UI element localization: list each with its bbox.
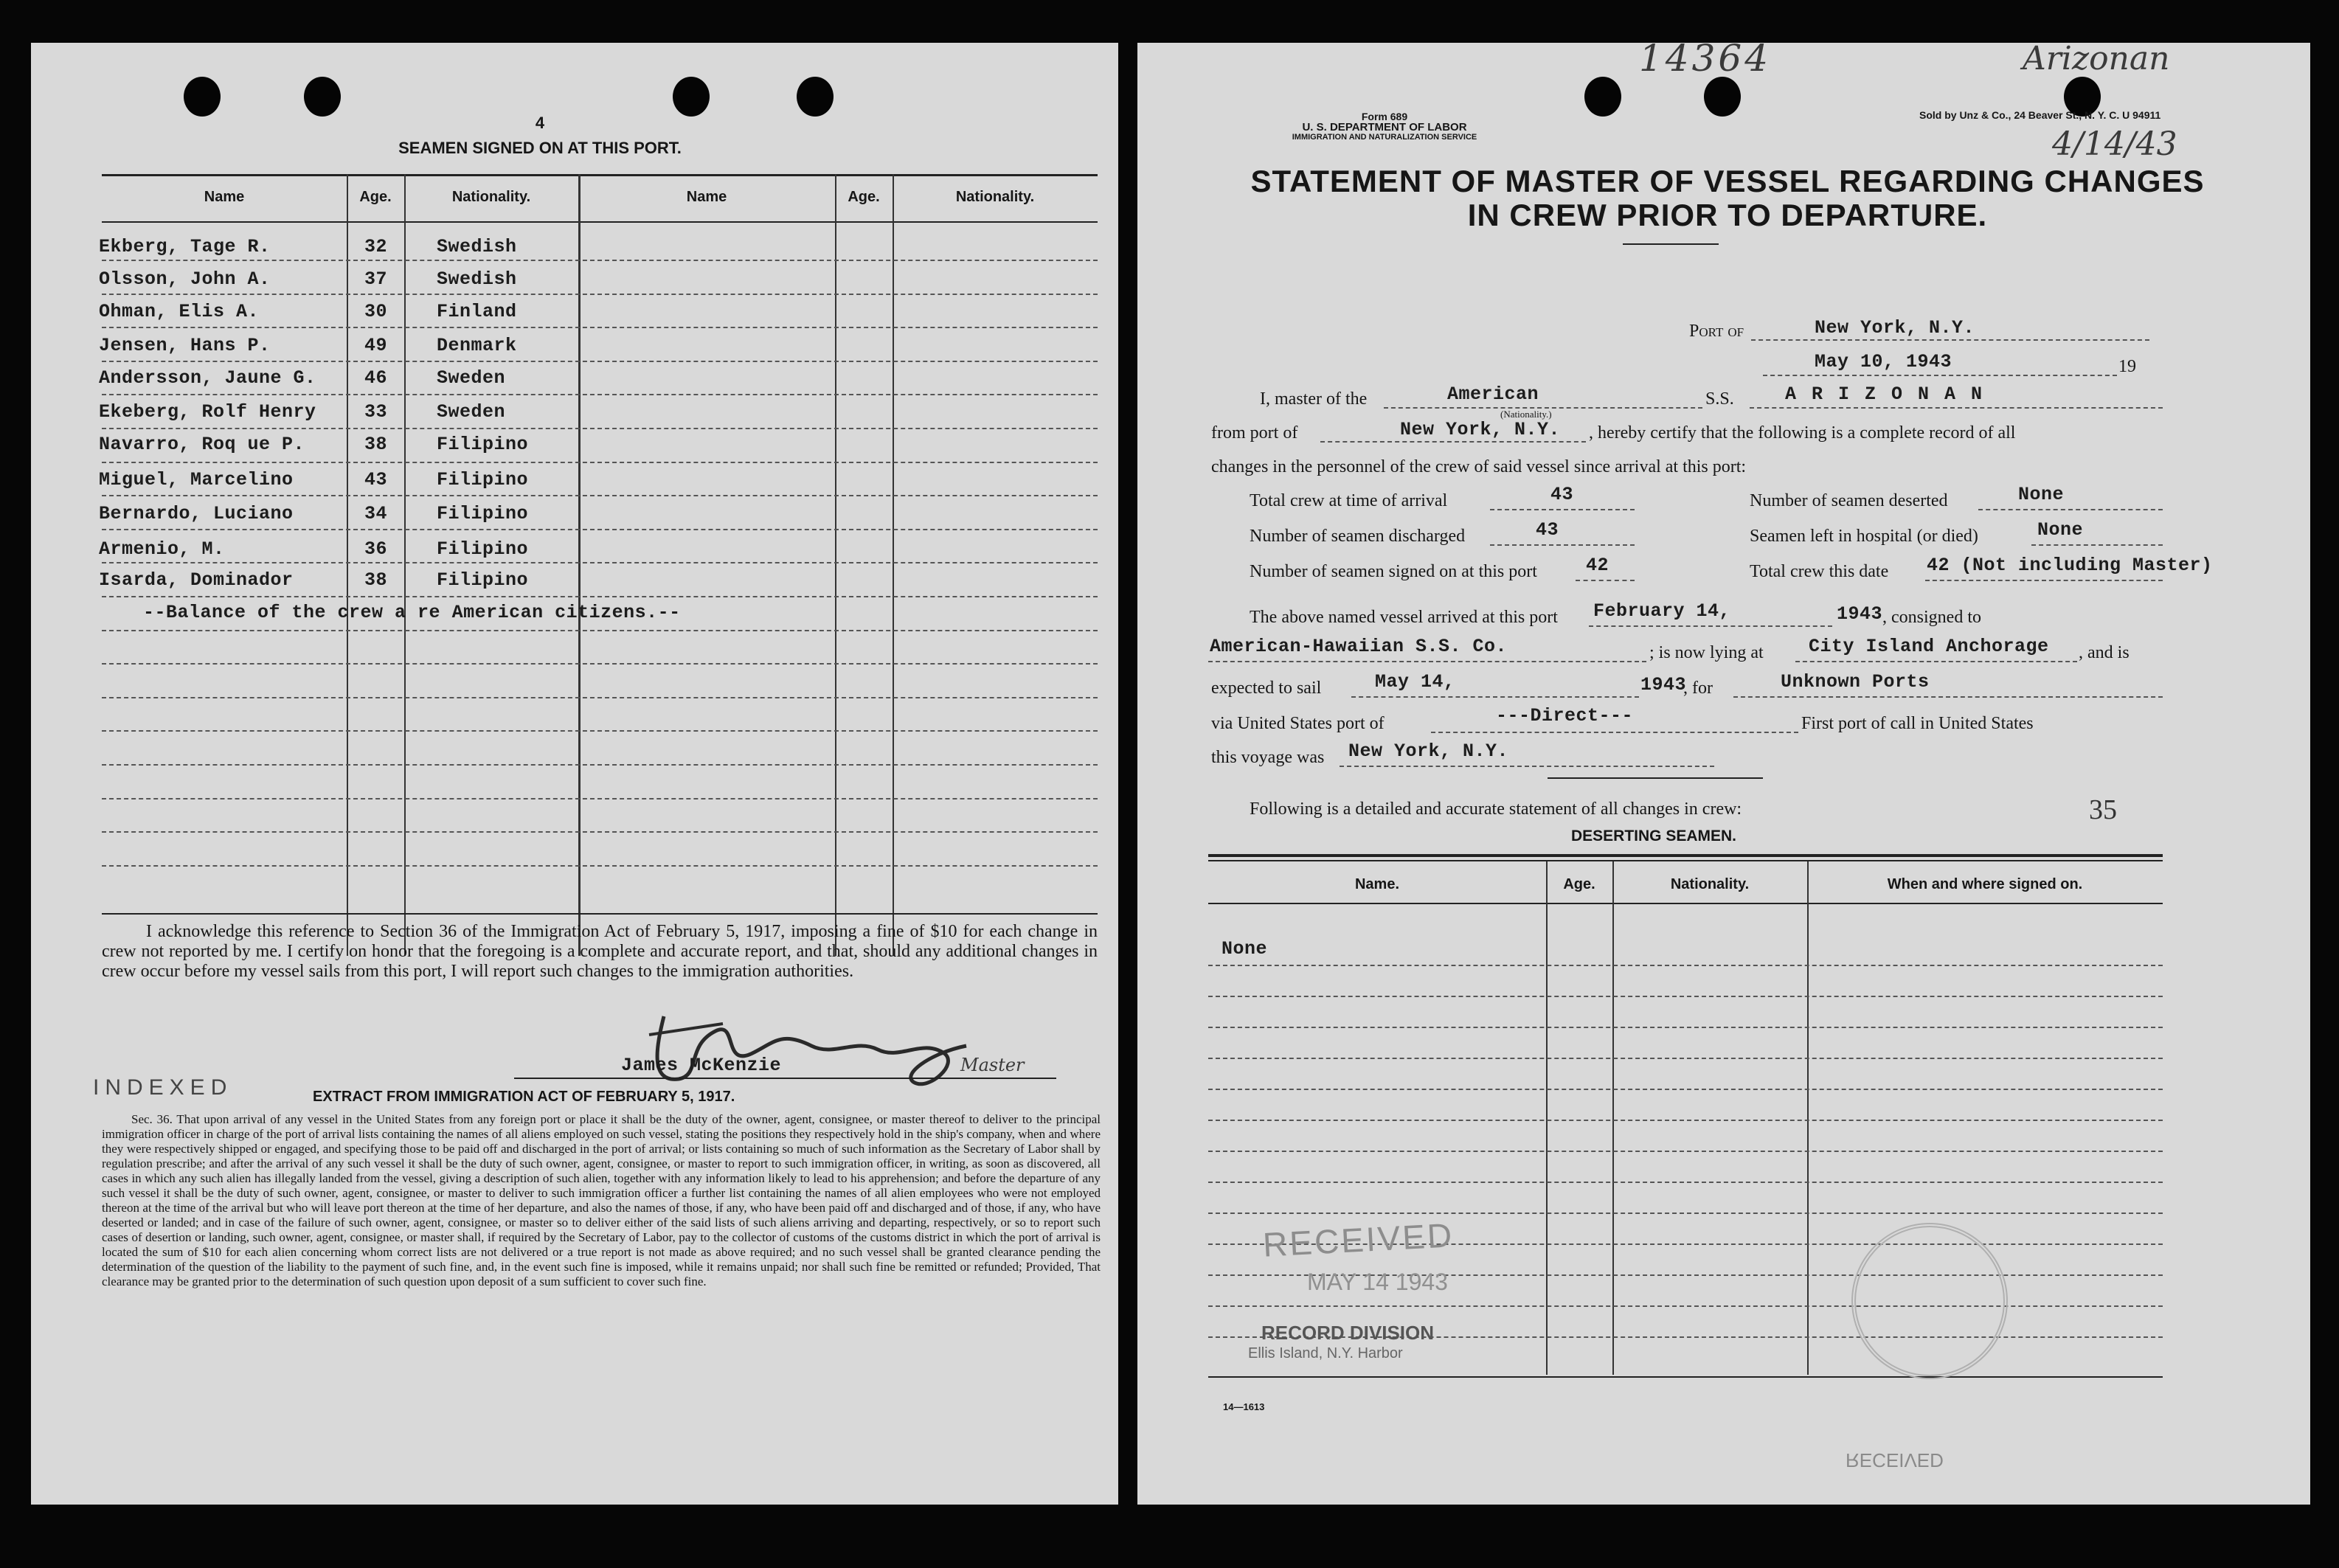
from-port-label: from port of (1211, 423, 1298, 443)
row-rule (102, 562, 1098, 563)
punch-hole (1584, 77, 1621, 117)
crew-nationality: Filipino (437, 503, 529, 524)
crew-name: Bernardo, Luciano (99, 503, 294, 524)
vessel-note: Arizonan (2023, 43, 2170, 77)
form-title: STATEMENT OF MASTER OF VESSEL REGARDING CHANGES (1250, 164, 2205, 198)
ellis-island: Ellis Island, N.Y. Harbor (1248, 1345, 1403, 1361)
master-label: Master (960, 1055, 1025, 1075)
left-page (31, 43, 1118, 1505)
row-rule (102, 260, 1098, 261)
crew-age: 49 (364, 335, 388, 356)
title-rule (1623, 243, 1719, 245)
row-rule (102, 495, 1098, 496)
arrived-text: The above named vessel arrived at this port (1250, 608, 1558, 627)
column-header-age: Age. (1563, 876, 1595, 892)
signed-on-value: 42 (1586, 555, 1609, 576)
row-rule (1208, 965, 2163, 966)
deserting-title: DESERTING SEAMEN. (1570, 828, 1737, 844)
crew-name: Jensen, Hans P. (99, 335, 271, 356)
arrived-year: 1943 (1837, 603, 1883, 625)
row-rule (102, 697, 1098, 698)
file-number: 14364 (1639, 43, 1772, 80)
lying-value: City Island Anchorage (1809, 636, 2049, 657)
crew-nationality: Filipino (437, 469, 529, 490)
crew-age: 38 (364, 434, 388, 455)
and-is-label: , and is (2079, 643, 2130, 662)
column-header-age: Age. (848, 189, 880, 205)
deserted-field (1978, 487, 2163, 510)
discharged-label: Number of seamen discharged (1250, 527, 1466, 546)
voyage-label: this voyage was (1211, 748, 1325, 767)
master-text: I, master of the (1260, 389, 1368, 409)
crew-name: Isarda, Dominador (99, 569, 294, 591)
column-header-name: Name. (1354, 876, 1400, 892)
crew-nationality: Filipino (437, 538, 529, 560)
crew-age: 30 (364, 301, 388, 322)
crew-age: 46 (364, 367, 388, 389)
seamen-signed-title: SEAMEN SIGNED ON AT THIS PORT. (398, 139, 682, 157)
date-suffix: 19 (2118, 357, 2136, 376)
printer-note: Sold by Unz & Co., 24 Beaver St., N. Y. C. U 94911 (1919, 109, 2161, 121)
row-rule (102, 462, 1098, 463)
row-rule (1208, 1213, 2163, 1214)
crew-nationality: Sweden (437, 401, 506, 423)
record-division: RECORD DIVISION (1261, 1322, 1435, 1344)
hospital-label: Seamen left in hospital (or died) (1750, 527, 1978, 546)
column-divider (1546, 861, 1548, 1375)
total-arrival-value: 43 (1550, 484, 1574, 505)
row-rule (102, 428, 1098, 429)
port-label: Port of (1689, 322, 1744, 341)
row-rule (1208, 1151, 2163, 1152)
row-rule (1208, 1182, 2163, 1183)
seal-stamp (1851, 1223, 2008, 1379)
arrived-date: February 14, (1593, 600, 1731, 622)
via-value: ---Direct--- (1496, 705, 1634, 726)
page-number: 4 (535, 114, 545, 132)
crew-name: Ekeberg, Rolf Henry (99, 401, 316, 423)
table-header-rule (102, 221, 1098, 223)
row-rule (1208, 1027, 2163, 1028)
department: U. S. DEPARTMENT OF LABOR (1302, 121, 1467, 133)
following-text: Following is a detailed and accurate statement of all changes in crew: (1250, 799, 1742, 819)
crew-name: Ohman, Elis A. (99, 301, 260, 322)
received-date: MAY 14 1943 (1307, 1269, 1448, 1295)
table-row (31, 236, 1118, 266)
deserting-header-rule (1208, 903, 2163, 904)
via-label: via United States port of (1211, 714, 1385, 733)
crew-age: 33 (364, 401, 388, 423)
deserting-table-top (1208, 854, 2163, 857)
changes-text: changes in the personnel of the crew of said vessel since arrival at this port: (1211, 457, 1747, 476)
deserting-table-top-inner (1208, 860, 2163, 861)
table-row (31, 367, 1118, 397)
first-port-label: First port of call in United States (1801, 714, 2034, 733)
row-rule (102, 831, 1098, 833)
crew-age: 37 (364, 268, 388, 290)
section-36-text: Sec. 36. That upon arrival of any vessel in the United States from any foreign port or place it shall be the duty of the owner, agent, consignee, or master thereof to deliver to the principal immigration officer in charge of the port of arrival lists containing the names of all aliens employed on such vessel, stating the positions they respectively hold in the ship's company, when and where they were respectively shipped or engaged, and specifying those to be paid off and discharged in the port of arrival; or lists containing so much of such information as the Secretary of Labor shall by regulation prescribe; and after the arrival of any such vessel it shall be the duty of such owner, agent, consignee, or master to report to such immigration officer, in writing, as soon as discovered, all cases in which any such alien has illegally landed from the vessel, giving a description of such alien, together with any information likely to lead to his apprehension; and before the departure of any such vessel it shall be the duty of such owner, agent, consignee, or master to deliver to such immigration officer a further list containing the names of all alien employees who were not employed thereon at the time of the arrival but who will leave port thereon at the time of her departure, and also the names of those, if any, who have been paid off and discharged and of those, if any, who have deserted or landed; and in case of the failure of such owner, agent, consignee, or master so to deliver either of the said lists of such aliens arriving and departing, respectively, or so to report such cases of desertion or landing, such owner, agent, consignee, or master shall, if required by the Secretary of Labor, pay to the collector of customs of the customs district in which the port of arrival is located the sum of $10 for each alien concerning whom correct lists are not delivered or a true report is not made as above required; and no such vessel shall be granted clearance pending the determination of the question of the liability to the payment of such fine, and, in the event such fine is imposed, while it remains unpaid; nor shall such fine be remitted or refunded; Provided, That clearance may be granted prior to the determination of such question upon deposit of a sum sufficient to cover such fine. (102, 1112, 1101, 1288)
column-header-nationality: Nationality. (451, 189, 531, 205)
deserted-value: None (2018, 484, 2065, 505)
crew-nationality: Filipino (437, 569, 529, 591)
column-header-nationality: Nationality. (1670, 876, 1750, 892)
service: IMMIGRATION AND NATURALIZATION SERVICE (1292, 133, 1477, 142)
table-row (31, 434, 1118, 463)
consignee-value: American-Hawaiian S.S. Co. (1210, 636, 1508, 657)
lying-label: ; is now lying at (1649, 643, 1764, 662)
crew-name: Miguel, Marcelino (99, 469, 294, 490)
row-rule (102, 730, 1098, 732)
crew-nationality: Swedish (437, 236, 517, 257)
form-number: Form 689 (1361, 111, 1408, 122)
nationality-caption: (Nationality.) (1500, 409, 1552, 420)
master-name: James McKenzie (621, 1055, 782, 1076)
crew-nationality: Sweden (437, 367, 506, 389)
crew-name: Andersson, Jaune G. (99, 367, 316, 389)
nationality-value: American (1447, 384, 1539, 405)
row-rule (102, 630, 1098, 631)
signature-line (514, 1078, 1056, 1079)
row-rule (102, 327, 1098, 328)
row-rule (102, 798, 1098, 799)
total-date-value: 42 (Not including Master) (1927, 555, 2213, 576)
crew-age: 38 (364, 569, 388, 591)
section-rule (1548, 777, 1763, 779)
row-rule (1208, 1305, 2163, 1307)
deserted-label: Number of seamen deserted (1750, 491, 1948, 510)
table-bottom-rule (102, 913, 1098, 915)
punch-hole (304, 77, 341, 117)
vessel-value: A R I Z O N A N (1785, 384, 1985, 405)
punch-hole (1704, 77, 1741, 117)
form-title-line2: IN CREW PRIOR TO DEPARTURE. (1467, 198, 1988, 232)
punch-hole (184, 77, 221, 117)
footer-code: 14—1613 (1223, 1401, 1265, 1412)
discharged-field (1490, 522, 1635, 546)
balance-note: --Balance of the crew a re American citizens.-- (143, 602, 681, 623)
expected-date: May 14, (1375, 671, 1455, 693)
crew-name: Navarro, Roq ue P. (99, 434, 305, 455)
deserting-table-bottom (1208, 1376, 2163, 1378)
column-header-age: Age. (359, 189, 392, 205)
column-divider (1612, 861, 1614, 1375)
deserting-entry: None (1222, 938, 1268, 960)
row-rule (102, 596, 1098, 597)
crew-name: Olsson, John A. (99, 268, 271, 290)
from-port-value: New York, N.Y. (1400, 419, 1561, 440)
indexed-stamp: INDEXED (93, 1075, 233, 1100)
table-row (31, 301, 1118, 330)
column-header-signed-on: When and where signed on. (1887, 876, 2083, 892)
row-rule (102, 865, 1098, 867)
table-top-rule (102, 174, 1098, 176)
table-row (31, 469, 1118, 499)
date-value: May 10, 1943 (1815, 351, 1952, 372)
extract-title: EXTRACT FROM IMMIGRATION ACT OF FEBRUARY 5, 1917. (313, 1089, 735, 1105)
row-rule (1208, 1089, 2163, 1090)
crew-nationality: Filipino (437, 434, 529, 455)
hospital-value: None (2037, 519, 2084, 541)
punch-hole (797, 77, 834, 117)
row-rule (102, 529, 1098, 530)
received-stamp: RECEIVED (1261, 1215, 1455, 1264)
consigned-label: , consigned to (1882, 608, 1981, 627)
crew-age: 43 (364, 469, 388, 490)
for-value: Unknown Ports (1781, 671, 1930, 693)
column-divider (1807, 861, 1809, 1375)
crew-name: Ekberg, Tage R. (99, 236, 271, 257)
row-rule (102, 764, 1098, 766)
expected-label: expected to sail (1211, 679, 1322, 698)
row-rule (102, 294, 1098, 295)
acknowledgement-text: I acknowledge this reference to Section 36 of the Immigration Act of February 5, 1917, imposing a fine of $10 for each change in crew not reported by me. I certify on honor that the foregoing is a complete and accurate report, and that, should any additional changes in crew occur before my vessel sails from this port, I will report such changes to the immigration authorities. (102, 922, 1098, 981)
back-stamp: RECEIVED (1846, 1449, 1944, 1471)
crew-nationality: Denmark (437, 335, 517, 356)
column-header-name: Name (686, 189, 727, 205)
row-rule (1208, 1058, 2163, 1059)
crew-nationality: Finland (437, 301, 517, 322)
total-date-label: Total crew this date (1750, 562, 1889, 581)
row-rule (1208, 1120, 2163, 1121)
ss-label: S.S. (1705, 389, 1734, 409)
port-value: New York, N.Y. (1815, 317, 1975, 339)
signed-on-label: Number of seamen signed on at this port (1250, 562, 1537, 581)
row-rule (102, 663, 1098, 665)
expected-year: 1943 (1640, 674, 1687, 695)
row-rule (102, 361, 1098, 362)
crew-name: Armenio, M. (99, 538, 225, 560)
punch-hole (673, 77, 710, 117)
crew-age: 36 (364, 538, 388, 560)
discharged-value: 43 (1536, 519, 1559, 541)
certify-text: , hereby certify that the following is a complete record of all (1589, 423, 2016, 443)
row-rule (1208, 996, 2163, 997)
nationality-field (1384, 385, 1702, 409)
right-count: 35 (2089, 794, 2117, 825)
column-header-nationality: Nationality. (955, 189, 1035, 205)
column-header-name: Name (204, 189, 245, 205)
table-row (31, 401, 1118, 431)
crew-age: 32 (364, 236, 388, 257)
voyage-value: New York, N.Y. (1348, 740, 1509, 762)
total-arrival-label: Total crew at time of arrival (1250, 491, 1448, 510)
crew-age: 34 (364, 503, 388, 524)
table-row (31, 569, 1118, 599)
for-label: , for (1683, 679, 1713, 698)
right-page (1137, 43, 2310, 1505)
crew-nationality: Swedish (437, 268, 517, 290)
date-note: 4/14/43 (2052, 125, 2177, 163)
row-rule (102, 394, 1098, 395)
